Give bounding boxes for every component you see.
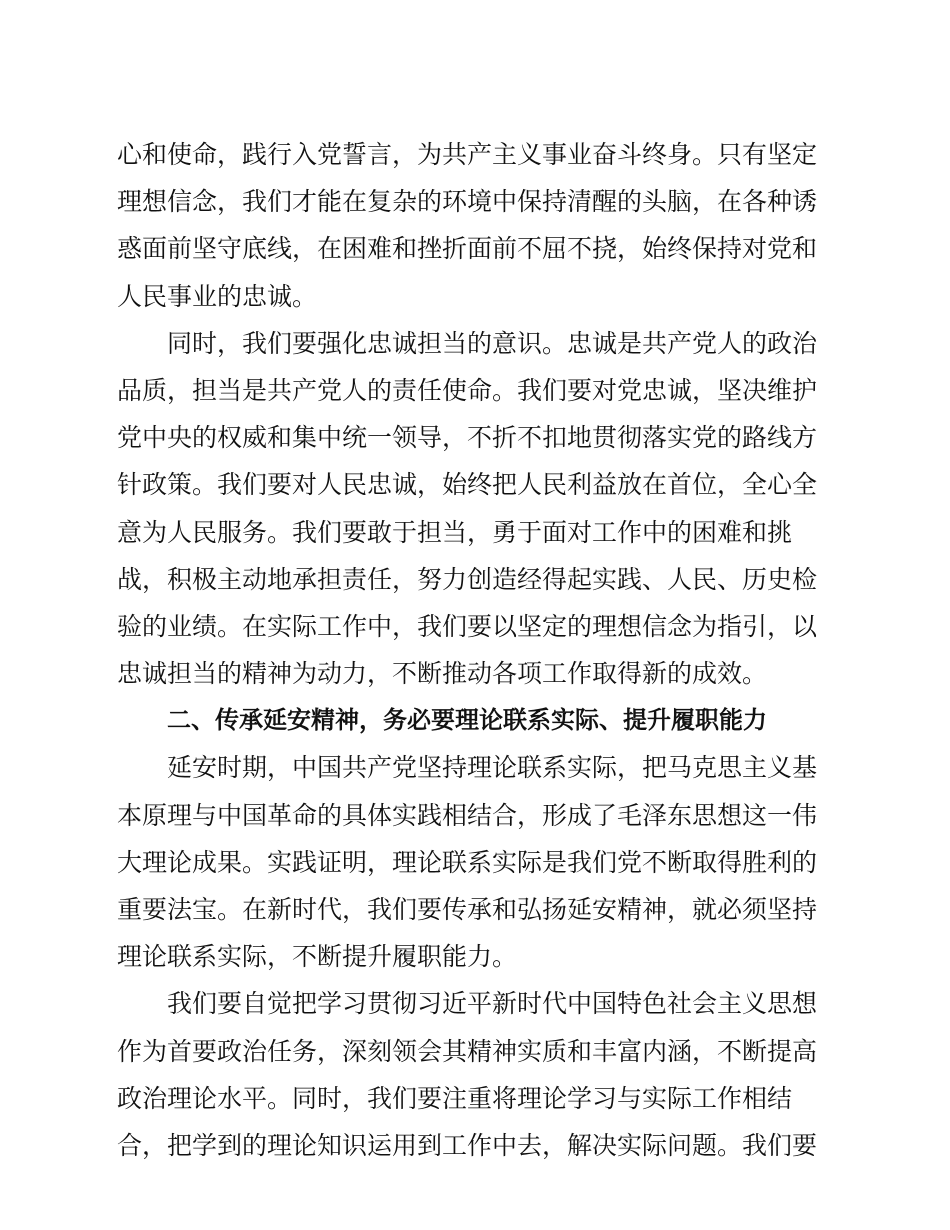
text-line: 针政策。我们要对人民忠诚，始终把人民利益放在首位，全心全 — [117, 470, 818, 500]
text-line: 验的业绩。在实际工作中，我们要以坚定的理想信念为指引，以 — [117, 611, 818, 641]
text-line: 心和使命，践行入党誓言，为共产主义事业奋斗终身。只有坚定 — [117, 140, 818, 169]
document-body — [117, 131, 817, 1169]
text-line: 重要法宝。在新时代，我们要传承和弘扬延安精神，就必须坚持 — [117, 895, 818, 924]
text-line: 战，积极主动地承担责任，努力创造经得起实践、人民、历史检 — [117, 564, 818, 594]
text-line: 我们要自觉把学习贯彻习近平新时代中国特色社会主义思想 — [167, 989, 818, 1019]
text-line: 同时，我们要强化忠诚担当的意识。忠诚是共产党人的政治 — [167, 328, 818, 358]
text-line: 忠诚担当的精神为动力，不断推动各项工作取得新的成效。 — [117, 659, 768, 689]
text-line: 惑面前坚守底线，在困难和挫折面前不屈不挠，始终保持对党和 — [117, 234, 818, 264]
text-line: 人民事业的忠诚。 — [117, 281, 318, 311]
section-heading: 二、传承延安精神，务必要理论联系实际、提升履职能力 — [167, 706, 767, 735]
text-line: 意为人民服务。我们要敢于担当，勇于面对工作中的困难和挑 — [117, 517, 793, 547]
text-line: 政治理论水平。同时，我们要注重将理论学习与实际工作相结 — [117, 1083, 793, 1113]
text-line: 大理论成果。实践证明，理论联系实际是我们党不断取得胜利的 — [117, 847, 818, 877]
text-line: 作为首要政治任务，深刻领会其精神实质和丰富内涵，不断提高 — [117, 1036, 818, 1066]
text-line: 理论联系实际，不断提升履职能力。 — [117, 942, 518, 972]
text-line: 理想信念，我们才能在复杂的环境中保持清醒的头脑，在各种诱 — [117, 187, 818, 217]
text-line: 本原理与中国革命的具体实践相结合，形成了毛泽东思想这一伟 — [117, 800, 818, 830]
text-line: 党中央的权威和集中统一领导，不折不扣地贯彻落实党的路线方 — [117, 423, 818, 453]
text-line: 品质，担当是共产党人的责任使命。我们要对党忠诚，坚决维护 — [117, 375, 818, 405]
text-line: 合，把学到的理论知识运用到工作中去，解决实际问题。我们要 — [117, 1130, 818, 1160]
text-line: 延安时期，中国共产党坚持理论联系实际，把马克思主义基 — [167, 753, 818, 783]
